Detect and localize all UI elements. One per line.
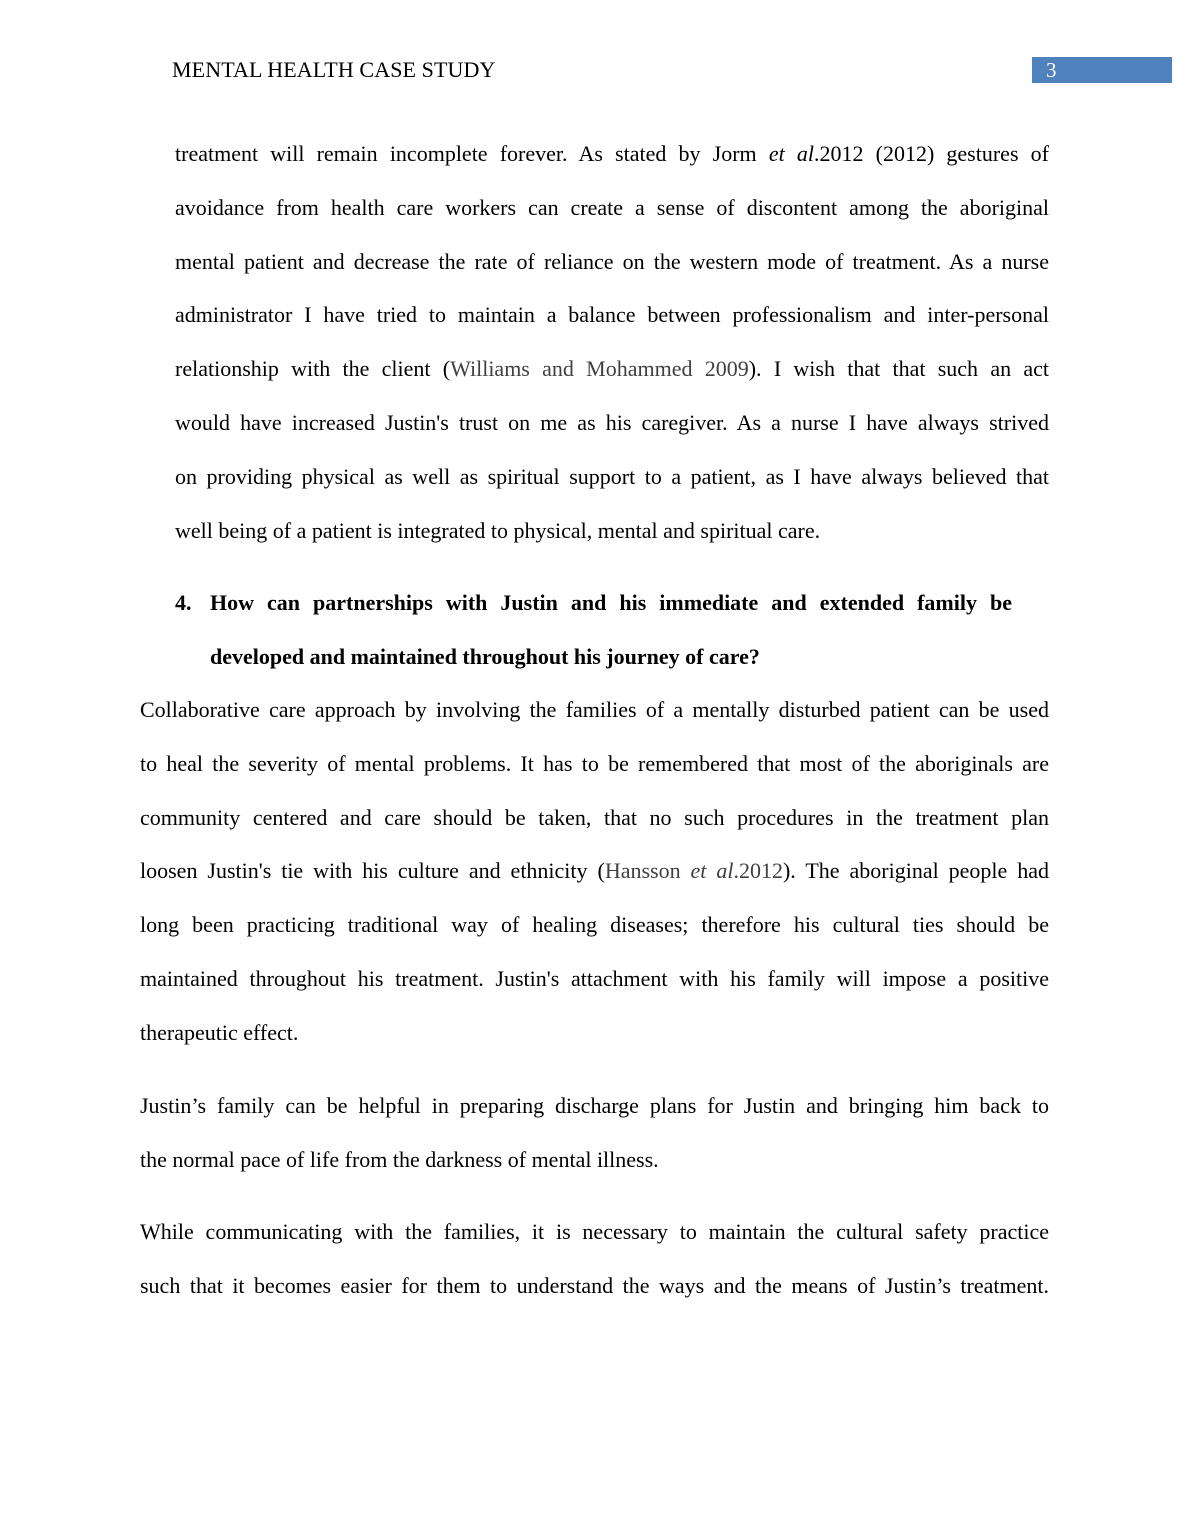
running-header-title: MENTAL HEALTH CASE STUDY <box>172 57 496 82</box>
citation: Williams and Mohammed 2009 <box>450 356 749 382</box>
text-line: loosen Justin's tie with his culture and ethnicity (Hansson et al.2012). The aboriginal people had <box>140 858 1049 884</box>
paragraph-continuation <box>175 127 1049 557</box>
text-line: would have increased Justin's trust on me as his caregiver. As a nurse I have always strived <box>175 409 1049 435</box>
text-line: such that it becomes easier for them to understand the ways and the means of Justin’s treatment. <box>140 1272 1049 1298</box>
text-line: Collaborative care approach by involving the families of a mentally disturbed patient can be used <box>140 697 1049 722</box>
page-number-box <box>1032 57 1172 83</box>
paragraph-cultural-safety <box>140 1205 1049 1313</box>
text-line: mental patient and decrease the rate of reliance on the western mode of treatment. As a nurse <box>175 248 1049 274</box>
text-line: treatment will remain incomplete forever. As stated by Jorm et al.2012 (2012) gestures of <box>175 141 1049 166</box>
text-line: avoidance from health care workers can create a sense of discontent among the aboriginal <box>175 194 1049 220</box>
page-number: 3 <box>1046 58 1057 82</box>
text-line: developed and maintained throughout his journey of care? <box>210 643 760 669</box>
paragraph-discharge-plans <box>140 1079 1049 1187</box>
text-line: maintained throughout his treatment. Justin's attachment with his family will impose a positive <box>140 965 1049 991</box>
text-line: community centered and care should be taken, that no such procedures in the treatment plan <box>140 804 1049 830</box>
text-line: administrator I have tried to maintain a balance between professionalism and inter-personal <box>175 302 1049 328</box>
text-line: How can partnerships with Justin and his immediate and extended family be <box>210 590 1012 615</box>
text-line: relationship with the client (Williams and Mohammed 2009). I wish that that such an act <box>175 356 1049 382</box>
text-line: to heal the severity of mental problems. It has to be remembered that most of the aboriginals are <box>140 750 1049 776</box>
paragraph-collaborative-care <box>140 683 1049 1060</box>
text-line: long been practicing traditional way of healing diseases; therefore his cultural ties should be <box>140 912 1049 938</box>
question-number: 4. <box>175 590 192 615</box>
citation: Hansson et al.2012 <box>604 858 783 884</box>
text-line: While communicating with the families, it is necessary to maintain the cultural safety practice <box>140 1219 1049 1244</box>
question-heading <box>210 576 1012 684</box>
text-line: on providing physical as well as spiritual support to a patient, as I have always believed that <box>175 463 1049 489</box>
text-line: well being of a patient is integrated to physical, mental and spiritual care. <box>175 517 821 543</box>
text-line: the normal pace of life from the darkness of mental illness. <box>140 1146 659 1172</box>
text-line: therapeutic effect. <box>140 1019 299 1045</box>
text-line: Justin’s family can be helpful in preparing discharge plans for Justin and bringing him back to <box>140 1093 1049 1118</box>
